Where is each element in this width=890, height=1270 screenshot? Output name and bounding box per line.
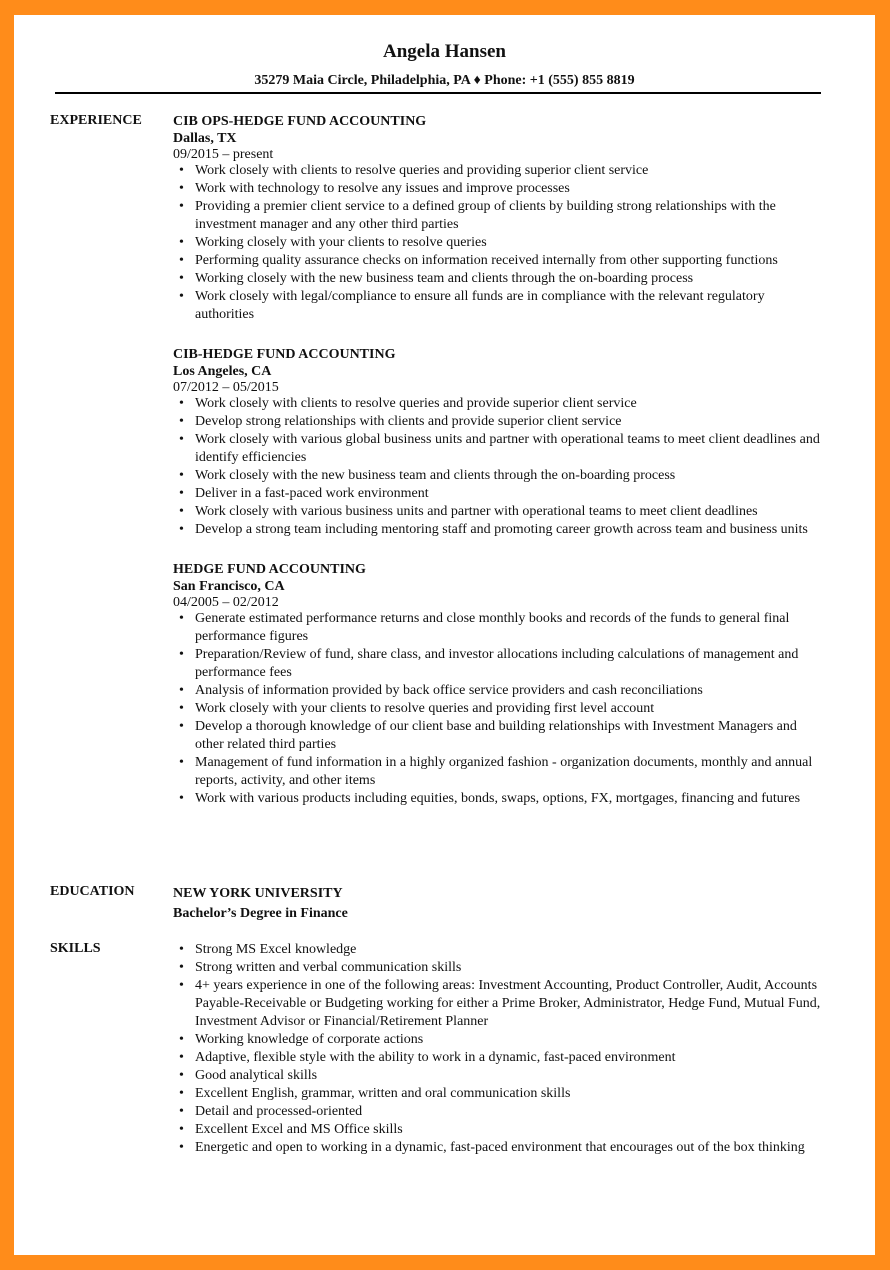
list-item: • Management of fund information in a highly organized fashion - organization documents, monthly and annual reports, activity, and other items <box>173 754 823 790</box>
section-label-experience: EXPERIENCE <box>50 113 142 128</box>
list-item: • 4+ years experience in one of the following areas: Investment Accounting, Product Controller, Audit, Accounts Payable-Receivable or Budgeting working for either a Prime Broker, Administrator, Hedge Fund, Mutual Fund, Investment Advisor or Financial/Retirement Planner <box>173 977 823 1031</box>
list-item: • Work with various products including equities, bonds, swaps, options, FX, mortgages, financing and futures <box>173 790 823 808</box>
job-title: CIB-HEDGE FUND ACCOUNTING <box>173 347 396 362</box>
list-item: • Work closely with various global business units and partner with operational teams to meet client deadlines and identify efficiencies <box>173 431 823 467</box>
list-item: • Generate estimated performance returns and close monthly books and records of the funds to general final performance figures <box>173 610 823 646</box>
job-entry <box>173 346 823 539</box>
education-school: NEW YORK UNIVERSITY <box>173 886 343 901</box>
list-item: • Working closely with the new business team and clients through the on-boarding process <box>173 270 823 288</box>
list-item: • Strong written and verbal communication skills <box>173 959 823 977</box>
job-bullets <box>173 610 823 808</box>
list-item: • Work closely with clients to resolve queries and provide superior client service <box>173 395 823 413</box>
candidate-name: Angela Hansen <box>383 41 506 62</box>
list-item: • Work closely with your clients to resolve queries and providing first level account <box>173 700 823 718</box>
list-item: • Work closely with the new business team and clients through the on-boarding process <box>173 467 823 485</box>
section-label-education: EDUCATION <box>50 884 135 899</box>
education-body <box>173 884 823 924</box>
list-item: • Develop strong relationships with clients and provide superior client service <box>173 413 823 431</box>
job-title: CIB OPS-HEDGE FUND ACCOUNTING <box>173 114 427 129</box>
job-dates: 09/2015 – present <box>173 147 274 162</box>
experience-body <box>173 113 823 808</box>
list-item: • Providing a premier client service to a defined group of clients by building strong relationships with the investment manager and any other third parties <box>173 198 823 234</box>
list-item: • Detail and processed-oriented <box>173 1103 823 1121</box>
job-location: Los Angeles, CA <box>173 364 272 379</box>
list-item: • Working knowledge of corporate actions <box>173 1031 823 1049</box>
list-item: • Work closely with clients to resolve queries and providing superior client service <box>173 162 823 180</box>
job-entry <box>173 113 823 324</box>
list-item: • Good analytical skills <box>173 1067 823 1085</box>
list-item: • Work closely with various business units and partner with operational teams to meet client deadlines <box>173 503 823 521</box>
list-item: • Develop a strong team including mentoring staff and promoting career growth across team and business units <box>173 521 823 539</box>
skills-body <box>173 941 823 1157</box>
list-item: • Energetic and open to working in a dynamic, fast-paced environment that encourages out of the box thinking <box>173 1139 823 1157</box>
list-item: • Preparation/Review of fund, share class, and investor allocations including calculations of management and performance fees <box>173 646 823 682</box>
skills-list <box>173 941 823 1157</box>
job-dates: 07/2012 – 05/2015 <box>173 380 279 395</box>
education-degree: Bachelor’s Degree in Finance <box>173 906 348 921</box>
job-entry <box>173 561 823 808</box>
list-item: • Strong MS Excel knowledge <box>173 941 823 959</box>
job-location: San Francisco, CA <box>173 579 285 594</box>
list-item: • Work with technology to resolve any issues and improve processes <box>173 180 823 198</box>
list-item: • Develop a thorough knowledge of our client base and building relationships with Investment Managers and other related third parties <box>173 718 823 754</box>
list-item: • Analysis of information provided by back office service providers and cash reconciliations <box>173 682 823 700</box>
list-item: • Excellent English, grammar, written and oral communication skills <box>173 1085 823 1103</box>
resume-page <box>14 15 875 1255</box>
list-item: • Adaptive, flexible style with the ability to work in a dynamic, fast-paced environment <box>173 1049 823 1067</box>
job-dates: 04/2005 – 02/2012 <box>173 595 279 610</box>
list-item: • Deliver in a fast-paced work environment <box>173 485 823 503</box>
job-title: HEDGE FUND ACCOUNTING <box>173 562 366 577</box>
list-item: • Working closely with your clients to resolve queries <box>173 234 823 252</box>
contact-line: 35279 Maia Circle, Philadelphia, PA ♦ Phone: +1 (555) 855 8819 <box>254 73 635 88</box>
header-divider <box>55 92 821 94</box>
job-location: Dallas, TX <box>173 131 237 146</box>
list-item: • Work closely with legal/compliance to ensure all funds are in compliance with the relevant regulatory authorities <box>173 288 823 324</box>
section-label-skills: SKILLS <box>50 941 101 956</box>
job-bullets <box>173 162 823 324</box>
job-bullets <box>173 395 823 539</box>
list-item: • Excellent Excel and MS Office skills <box>173 1121 823 1139</box>
list-item: • Performing quality assurance checks on information received internally from other supporting functions <box>173 252 823 270</box>
